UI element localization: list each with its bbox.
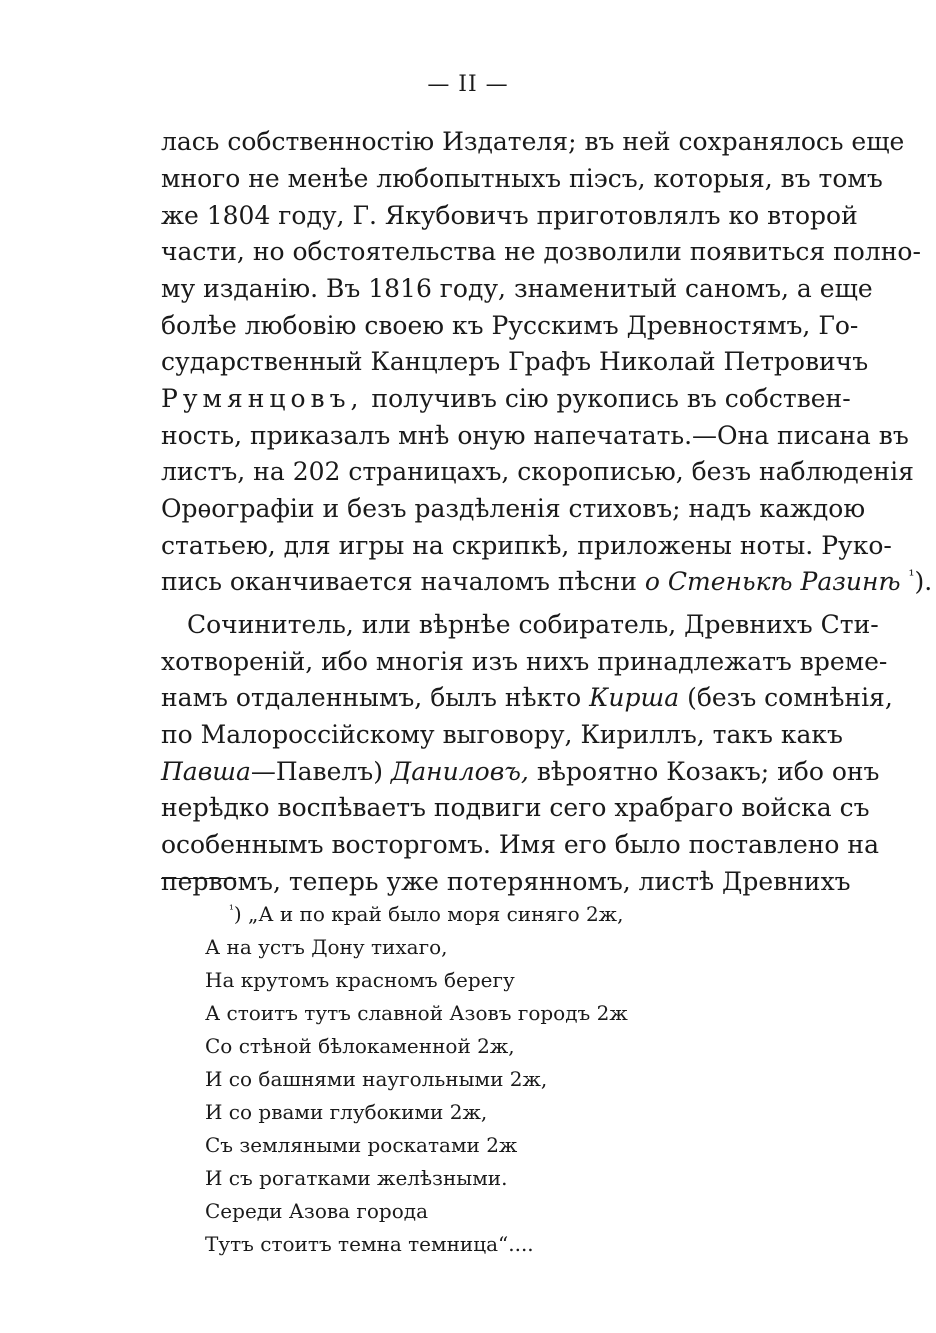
- italic-name: Павша: [161, 757, 251, 786]
- footnote-line: И со башнями наугольными 2ж,: [205, 1067, 548, 1091]
- text-line: [161, 756, 880, 788]
- text-line: особеннымъ восторгомъ. Имя его было поставлено на: [161, 830, 879, 859]
- text-run: вѣроятно Козакъ; ибо онъ: [536, 757, 880, 786]
- text-run: (безъ сомнѣнія,: [687, 683, 893, 712]
- text-line: части, но обстоятельства не дозволили появиться полно-: [161, 237, 921, 266]
- text-line: Сочинитель, или вѣрнѣе собиратель, Древнихъ Сти-: [187, 610, 879, 639]
- text-line: листъ, на 202 страницахъ, скорописью, безъ наблюденія: [161, 457, 914, 486]
- person-name: Румянцовъ,: [161, 384, 364, 413]
- text-line: по Малороссійскому выговору, Кириллъ, такъ какъ: [161, 720, 843, 749]
- text-run: ).: [914, 567, 933, 596]
- text-line: [161, 566, 933, 598]
- text-line: Орѳографіи и безъ раздѣленія стиховъ; надъ каждою: [161, 494, 866, 523]
- text-run: ) „А и по край было моря синяго 2ж,: [233, 902, 624, 926]
- text-run: намъ отдаленнымъ, былъ нѣкто: [161, 683, 582, 712]
- footnote-line: И со рвами глубокими 2ж,: [205, 1100, 488, 1124]
- footnote-line: И съ рогатками желѣзными.: [205, 1166, 508, 1190]
- text-line: же 1804 году, Г. Якубовичъ приготовлялъ ко второй: [161, 201, 858, 230]
- footnote-line: Тутъ стоитъ темна темница“....: [205, 1232, 534, 1256]
- text-line: статьею, для игры на скрипкѣ, приложены ноты. Руко-: [161, 531, 892, 560]
- footnote-marker: ¹: [229, 902, 234, 917]
- footnote-line: Со стѣной бѣлокаменной 2ж,: [205, 1034, 515, 1058]
- text-line: лась собственностію Издателя; въ ней сохранялось еще: [161, 127, 905, 156]
- page-number: — II —: [427, 72, 509, 97]
- italic-name: Даниловъ,: [390, 757, 529, 786]
- text-line: много не менѣе любопытныхъ піэсъ, которыя, въ томъ: [161, 164, 883, 193]
- footnote-line: А стоитъ тутъ славной Азовъ городъ 2ж: [205, 1001, 628, 1025]
- text-line: [161, 682, 893, 714]
- footnote-line: На крутомъ красномъ берегу: [205, 968, 515, 992]
- text-line: первомъ, теперь уже потерянномъ, листѣ Древнихъ: [161, 867, 851, 896]
- footnote-line: А на устъ Дону тихаго,: [205, 935, 448, 959]
- footnote-rule: [161, 878, 236, 879]
- text-line: нерѣдко воспѣваетъ подвиги сего храбраго войска съ: [161, 793, 870, 822]
- text-run: пись оканчивается началомъ пѣсни: [161, 567, 637, 596]
- italic-title: о Стенькѣ Разинѣ: [644, 567, 901, 596]
- italic-name: Кирша: [589, 683, 680, 712]
- text-run: —Павелъ): [250, 757, 383, 786]
- footnote-line: [229, 901, 623, 927]
- text-line: [161, 383, 851, 415]
- footnote-line: Съ земляными роскатами 2ж: [205, 1133, 518, 1157]
- text-line: сударственный Канцлеръ Графъ Николай Петровичъ: [161, 347, 869, 376]
- footnote-reference: ¹: [908, 566, 915, 585]
- text-line: му изданію. Въ 1816 году, знаменитый саномъ, а еще: [161, 274, 873, 303]
- text-line: болѣе любовію своею къ Русскимъ Древностямъ, Го-: [161, 311, 859, 340]
- text-run: получивъ сію рукопись въ собствен-: [371, 384, 851, 413]
- text-line: ность, приказалъ мнѣ оную напечатать.—Она писана въ: [161, 421, 909, 450]
- text-line: хотвореній, ибо многія изъ нихъ принадлежатъ време-: [161, 647, 888, 676]
- footnote-line: Середи Азова города: [205, 1199, 429, 1223]
